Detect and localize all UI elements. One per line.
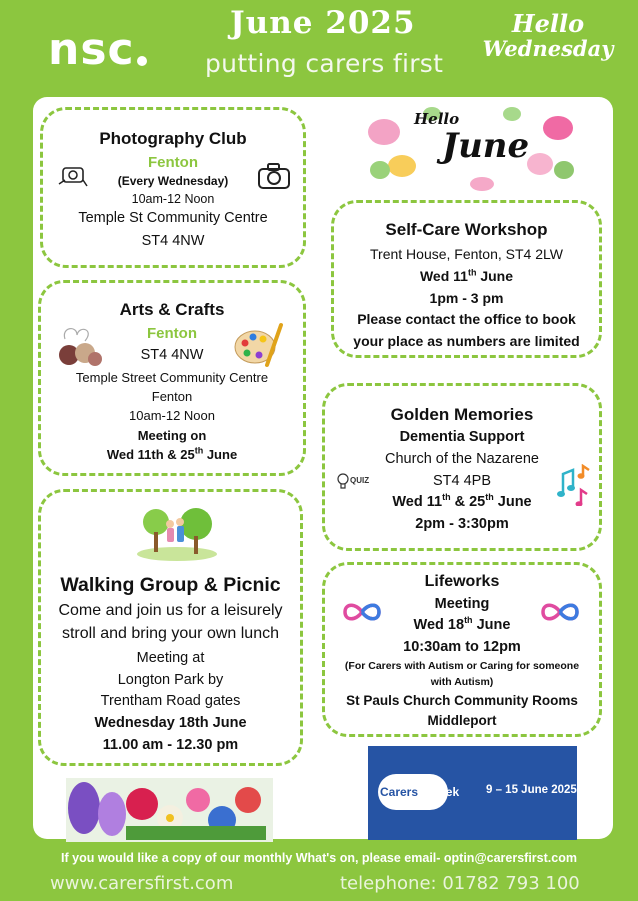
- carers-week-dates: 9 – 15 June 2025: [486, 784, 577, 796]
- lifeworks-venue-2: Middleport: [427, 713, 497, 728]
- photography-club-card: [40, 107, 306, 268]
- walking-description-1: Come and join us for a leisurely: [58, 602, 283, 619]
- page-title: June 2025: [230, 5, 416, 41]
- walking-place-1: Longton Park by: [117, 672, 224, 688]
- music-notes-icon: [557, 464, 593, 506]
- selfcare-date: Wed 11th June: [419, 267, 514, 284]
- golden-dates: Wed 11th & 25th June: [392, 492, 532, 510]
- wednesday-text: Wednesday: [482, 36, 614, 61]
- photography-frequency: (Every Wednesday): [117, 174, 229, 188]
- selfcare-time: 1pm - 3 pm: [429, 290, 504, 306]
- golden-time: 2pm - 3:30pm: [415, 516, 509, 532]
- self-care-workshop-card: [331, 200, 602, 358]
- lifeworks-note-2: with Autism): [430, 676, 494, 688]
- walking-description-2: stroll and bring your own lunch: [61, 625, 279, 642]
- selfcare-note-2: your place as numbers are limited: [353, 333, 580, 349]
- walking-place-2: Trentham Road gates: [100, 693, 241, 709]
- walking-park-icon: [136, 500, 218, 562]
- lifeworks-title: Lifeworks: [424, 573, 500, 590]
- infinity-icon: [341, 601, 383, 623]
- carers-week-logo: [378, 774, 478, 810]
- quiz-label: QUIZ: [350, 476, 370, 485]
- hello-text: Hello: [511, 9, 585, 38]
- hello-june-hello: Hello: [414, 110, 460, 128]
- logo-dot: [137, 56, 147, 66]
- camera-icon: [257, 162, 291, 190]
- flowers-icon: [66, 778, 273, 842]
- carers-week-week: Week: [428, 785, 460, 799]
- hand-camera-icon: [57, 160, 89, 190]
- arts-meeting: Meeting on: [137, 428, 207, 443]
- walking-date: Wednesday 18th June: [94, 715, 247, 731]
- walking-title: Walking Group & Picnic: [60, 574, 281, 596]
- quiz-icon: [336, 470, 370, 496]
- golden-postcode: ST4 4PB: [432, 473, 492, 489]
- golden-subtitle: Dementia Support: [399, 429, 525, 445]
- footer-telephone: telephone: 01782 793 100: [340, 873, 580, 894]
- photography-postcode: ST4 4NW: [141, 233, 205, 249]
- paint-palette-icon: [233, 321, 285, 369]
- photography-time: 10am-12 Noon: [131, 192, 215, 206]
- golden-venue: Church of the Nazarene: [385, 451, 539, 467]
- carers-week-carers: Carers: [380, 785, 419, 799]
- footer-note: If you would like a copy of our monthly What's on, please email- optin@carersfirst.com: [61, 851, 577, 865]
- arts-venue: Temple Street Community Centre: [75, 370, 269, 385]
- lifeworks-time: 10:30am to 12pm: [403, 639, 521, 655]
- lifeworks-note-1: (For Carers with Autism or Caring for someone: [344, 660, 580, 672]
- arts-time: 10am-12 Noon: [129, 408, 215, 423]
- nsc-logo: [48, 24, 147, 75]
- arts-venue-2: Fenton: [151, 389, 193, 404]
- arts-title: Arts & Crafts: [119, 300, 225, 319]
- selfcare-title: Self-Care Workshop: [385, 220, 548, 239]
- infinity-icon-right: [539, 601, 581, 623]
- hello-june-graphic: [362, 104, 580, 192]
- hello-june-month: June: [442, 126, 530, 166]
- walking-meeting: Meeting at: [136, 650, 205, 666]
- walking-time: 11.00 am - 12.30 pm: [102, 737, 239, 753]
- golden-title: Golden Memories: [390, 405, 534, 424]
- arts-dates: Wed 11th & 25th June: [106, 445, 238, 462]
- yarn-balls-icon: [55, 323, 103, 367]
- logo-text: nsc: [48, 24, 135, 75]
- flowers-graphic: [66, 778, 273, 842]
- lifeworks-card: [322, 562, 602, 737]
- lifeworks-date: Wed 18th June: [413, 615, 511, 633]
- carers-week-banner: [368, 746, 577, 840]
- photography-title: Photography Club: [99, 129, 247, 148]
- footer-website[interactable]: www.carersfirst.com: [50, 873, 234, 894]
- walking-group-card: [38, 489, 303, 766]
- selfcare-venue: Trent House, Fenton, ST4 2LW: [370, 246, 563, 262]
- hello-wednesday-badge: [478, 9, 618, 61]
- arts-crafts-card: [38, 280, 306, 476]
- lifeworks-venue-1: St Pauls Church Community Rooms: [346, 693, 578, 708]
- photography-area: Fenton: [148, 154, 198, 171]
- tagline: putting carers first: [205, 49, 444, 78]
- golden-memories-card: [322, 383, 602, 551]
- photography-venue: Temple St Community Centre: [78, 210, 268, 226]
- arts-postcode: ST4 4NW: [140, 347, 204, 363]
- arts-area: Fenton: [147, 325, 197, 342]
- lifeworks-meeting: Meeting: [434, 596, 490, 612]
- selfcare-note-1: Please contact the office to book: [357, 311, 576, 327]
